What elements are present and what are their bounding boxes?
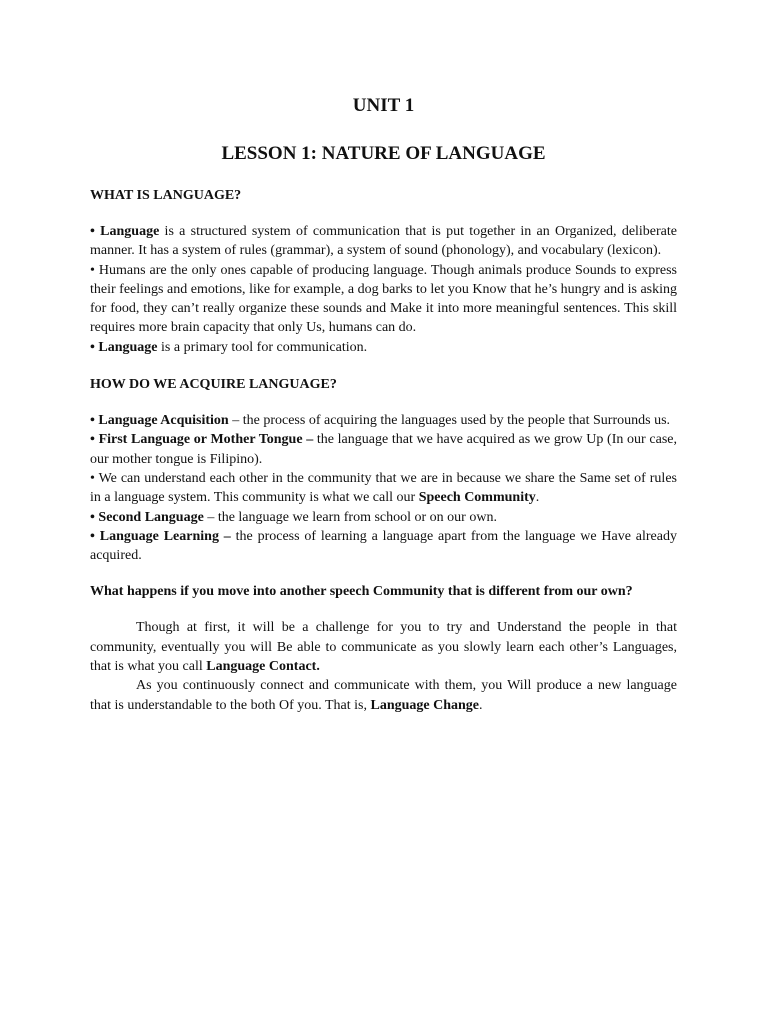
paragraph-language-learning	[90, 527, 677, 566]
term-speech-community: Speech Community	[418, 490, 536, 506]
paragraph-language-change	[90, 676, 677, 715]
paragraph-second-language	[90, 508, 677, 527]
section-heading-how-do-we-acquire: HOW DO WE ACQUIRE LANGUAGE?	[90, 377, 337, 393]
paragraph-text: • We can understand each other in the community that we are in because we share the Same set of rules in a language system. This community is what we call our	[90, 470, 677, 506]
section-heading-what-is-language: WHAT IS LANGUAGE?	[90, 188, 242, 203]
paragraph-text: – the language we learn from school or on our own.	[203, 509, 497, 525]
term-language-learning: • Language Learning –	[90, 528, 231, 544]
lesson-title: LESSON 1: NATURE OF LANGUAGE	[221, 143, 546, 164]
bullet: •	[90, 224, 95, 239]
term-language-contact: Language Contact.	[206, 659, 320, 675]
paragraph-text: the process of learning a language apart from the language we Have already acquired.	[90, 528, 677, 564]
paragraph-text: Though at first, it will be a challenge for you to try and Understand the people in that community, eventually you will Be able to communicate as you slowly learn each other’s Languages, that is what you call	[90, 620, 677, 675]
paragraph-text: As you continuously connect and communicate with them, you Will produce a new language that is understandable to the both Of you. That is,	[90, 678, 677, 713]
term-language-change: Language Change	[370, 697, 480, 713]
paragraph-first-language	[90, 430, 677, 469]
spacer	[90, 394, 677, 411]
paragraph-humans	[90, 261, 677, 338]
bullet: •	[90, 413, 95, 429]
paragraph-acquisition	[90, 411, 677, 430]
term-language-acquisition: Language Acquisition	[98, 413, 229, 429]
term-first-language: • First Language or Mother Tongue –	[90, 432, 314, 448]
document-page	[90, 92, 677, 715]
spacer	[90, 601, 677, 618]
paragraph-text: the language that we have acquired as we grow Up (In our case, our mother tongue is Filipino).	[90, 432, 677, 467]
term-second-language: • Second Language	[90, 509, 204, 525]
paragraph-language-definition	[90, 222, 677, 261]
paragraph-speech-community	[90, 469, 677, 508]
section-question: What happens if you move into another speech Community that is different from our own?	[90, 584, 633, 600]
paragraph-language-contact	[90, 618, 677, 676]
paragraph-end: .	[535, 490, 540, 506]
term-language: Language	[100, 224, 160, 239]
paragraph-primary-tool	[90, 338, 677, 357]
paragraph-text: – the process of acquiring the languages used by the people that Surrounds us.	[228, 413, 671, 429]
paragraph-text: • Humans are the only ones capable of producing language. Though animals produce Sounds to express their feelings and emotions, like for example, a dog barks to let you Know that he’s hungry and is asking for food, they can’t really organize these sounds and Make it into more meaningful sentences. This skill requires more brain capacity that only Us, humans can do.	[90, 262, 677, 336]
paragraph-end: .	[479, 697, 483, 713]
term-language: • Language	[90, 339, 158, 355]
unit-title: UNIT 1	[352, 95, 415, 116]
paragraph-text: is a structured system of communication that is put together in an Organized, deliberate manner. It has a system of rules (grammar), a system of sound (phonology), and vocabulary (lexicon).	[90, 224, 678, 259]
spacer	[90, 565, 677, 582]
paragraph-text: is a primary tool for communication.	[157, 339, 368, 355]
spacer	[90, 205, 677, 222]
